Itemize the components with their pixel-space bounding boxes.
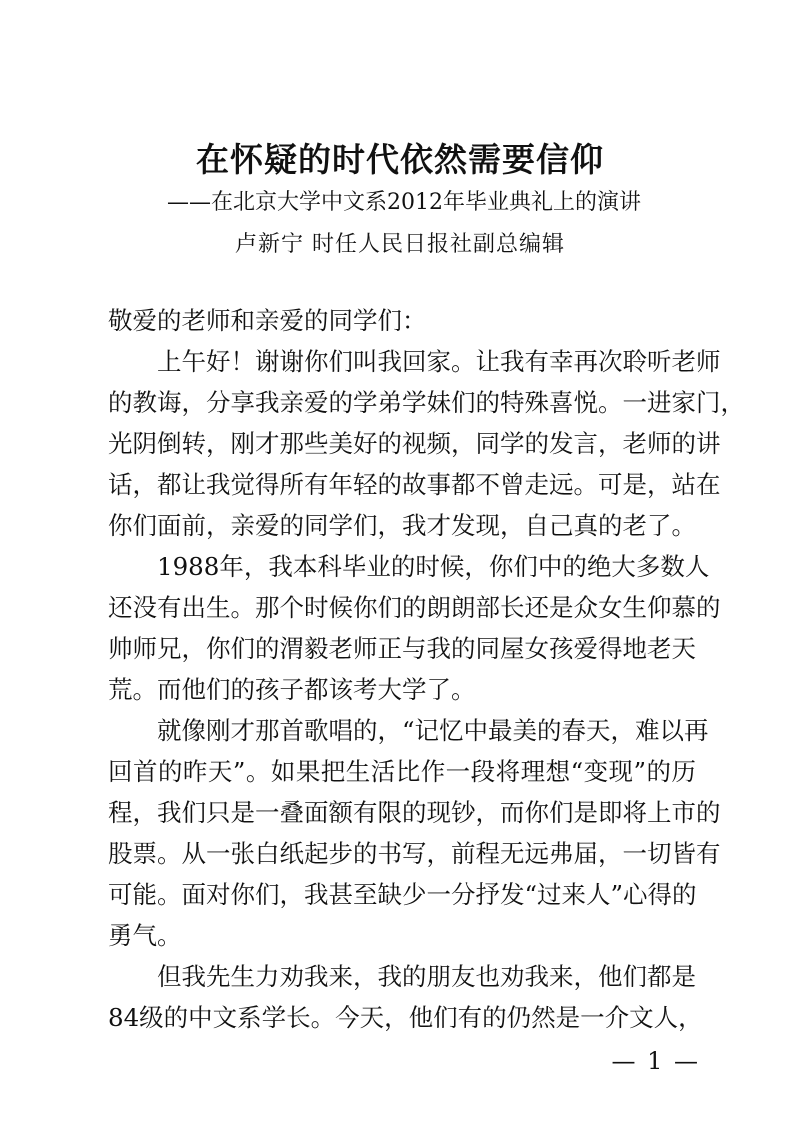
body-line: 程，我们只是一叠面额有限的现钞，而你们是即将上市的: [108, 798, 721, 827]
salutation-line: 敬爱的老师和亲爱的同学们：: [108, 306, 427, 335]
body-line: 就像刚才那首歌唱的，“记忆中最美的春天，难以再: [157, 716, 709, 745]
body-line: 话，都让我觉得所有年轻的故事都不曾走远。可是，站在: [108, 470, 721, 499]
body-line: 84级的中文系学长。今天，他们有的仍然是一介文人，: [108, 1003, 703, 1032]
body-line: 的教诲，分享我亲爱的学弟学妹们的特殊喜悦。一进家门，: [108, 388, 745, 417]
body-line: 荒。而他们的孩子都该考大学了。: [108, 675, 476, 704]
body-line: 还没有出生。那个时候你们的朗朗部长还是众女生仰慕的: [108, 593, 721, 622]
body-line: 但我先生力劝我来，我的朋友也劝我来，他们都是: [157, 962, 696, 991]
body-line: 上午好！谢谢你们叫我回家。让我有幸再次聆听老师: [157, 347, 721, 376]
body-line: 光阴倒转，刚才那些美好的视频，同学的发言，老师的讲: [108, 429, 721, 458]
page-number: — 1 —: [611, 1047, 700, 1075]
body-line: 你们面前，亲爱的同学们，我才发现，自己真的老了。: [108, 511, 696, 540]
body-line: 回首的昨天”。如果把生活比作一段将理想“变现”的历: [108, 757, 696, 786]
document-subtitle: ——在北京大学中文系2012年毕业典礼上的演讲: [167, 190, 641, 215]
speech-body: [108, 300, 745, 1038]
body-line: 帅师兄，你们的渭毅老师正与我的同屋女孩爱得地老天: [108, 634, 696, 663]
body-line: 可能。面对你们，我甚至缺少一分抒发“过来人”心得的: [108, 880, 697, 909]
body-line: 1988年，我本科毕业的时候，你们中的绝大多数人: [157, 552, 710, 581]
body-line: 股票。从一张白纸起步的书写，前程无远弗届，一切皆有: [108, 839, 721, 868]
document-title: 在怀疑的时代依然需要信仰: [196, 140, 604, 179]
body-line: 勇气。: [108, 921, 182, 950]
author-byline: 卢新宁 时任人民日报社副总编辑: [235, 232, 565, 257]
